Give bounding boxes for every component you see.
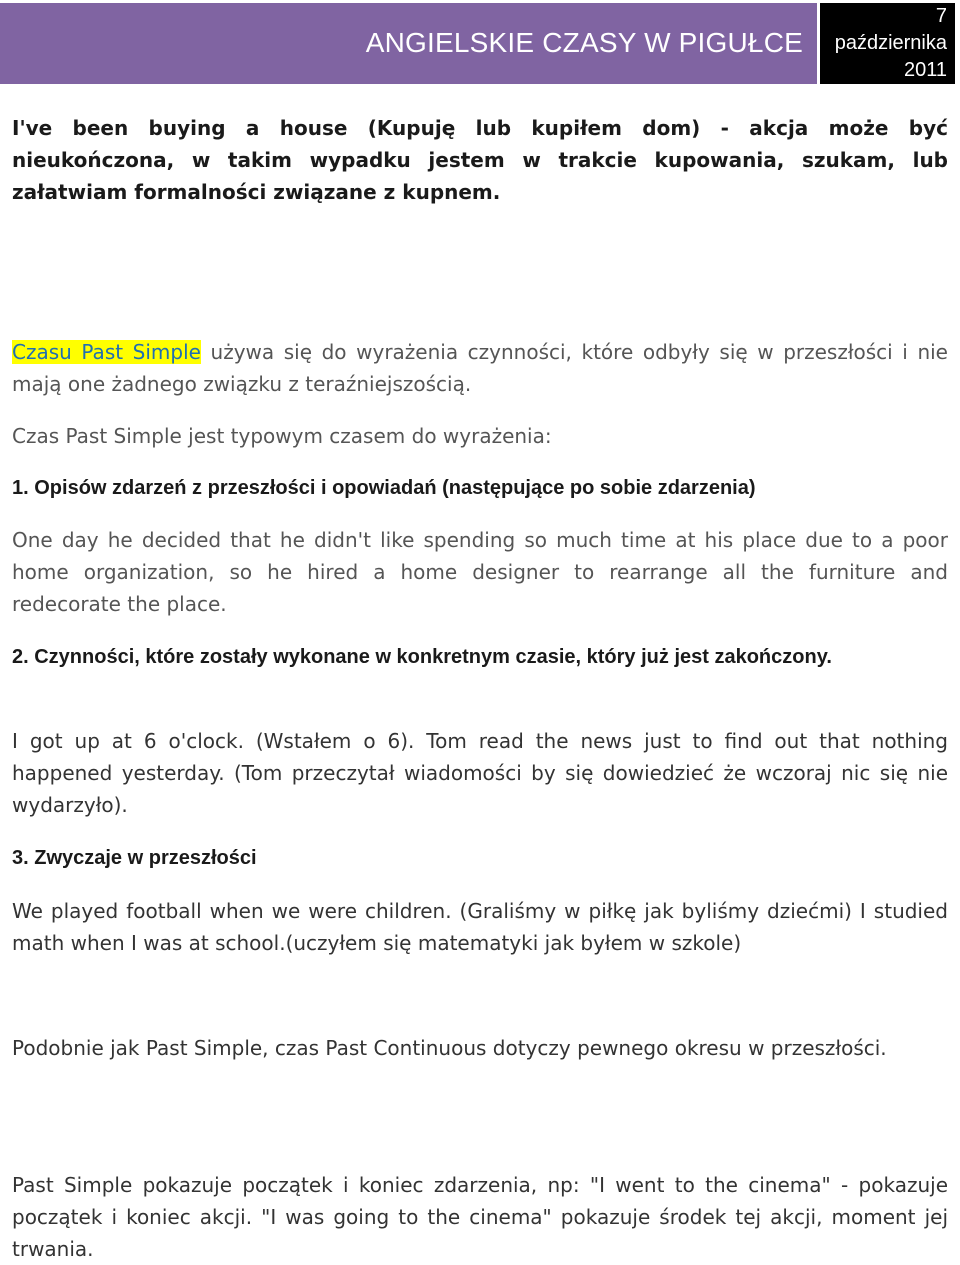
paragraph-past-continuous: Podobnie jak Past Simple, czas Past Continuous dotyczy pewnego okresu w przeszłości. — [12, 1036, 887, 1060]
title-bar — [0, 3, 817, 84]
highlighted-term: Czasu Past Simple — [12, 340, 201, 364]
heading-1: 1. Opisów zdarzeń z przeszłości i opowiadań (następujące po sobie zdarzenia) — [12, 477, 756, 499]
definition-text: używa się do wyrażenia czynności, które odbyły się w przeszłości i nie mają one żadnego związku z teraźniejszością. — [12, 340, 948, 396]
date-day: 7 — [935, 5, 947, 27]
heading-2: 2. Czynności, które zostały wykonane w konkretnym czasie, który już jest zakończony. — [12, 646, 832, 668]
paragraph-example-2: I got up at 6 o'clock. (Wstałem o 6). Tom read the news just to find out that nothing happened yesterday. (Tom przeczytał wiadomości by się dowiedzieć że wczoraj nic się nie wydarzyło). — [12, 729, 948, 817]
paragraph-present-perfect-continuous: I've been buying a house (Kupuję lub kupiłem dom) - akcja może być nieukończona, w takim wypadku jestem w trakcie kupowania, szukam, lub załatwiam formalności związane z kupnem. — [12, 116, 948, 204]
paragraph-typical-use: Czas Past Simple jest typowym czasem do wyrażenia: — [12, 424, 552, 448]
date-year: 2011 — [903, 59, 947, 81]
heading-3: 3. Zwyczaje w przeszłości — [12, 847, 257, 869]
page-header — [0, 0, 960, 90]
paragraph-example-1: One day he decided that he didn't like spending so much time at his place due to a poor home organization, so he hired a home designer to rearrange all the furniture and redecorate the place. — [12, 528, 948, 616]
date-month: października — [834, 32, 947, 54]
date-box — [820, 3, 955, 84]
paragraph-past-simple-definition — [12, 336, 948, 400]
paragraph-example-3: We played football when we were children. (Graliśmy w piłkę jak byliśmy dziećmi) I studied math when I was at school.(uczyłem się matematyki jak byłem w szkole) — [12, 899, 948, 955]
paragraph-comparison: Past Simple pokazuje początek i koniec zdarzenia, np: "I went to the cinema" - pokazuje początek i koniec akcji. "I was going to the cinema" pokazuje środek tej akcji, moment jej trwania. — [12, 1173, 948, 1261]
document-title: ANGIELSKIE CZASY W PIGUŁCE — [365, 27, 803, 58]
